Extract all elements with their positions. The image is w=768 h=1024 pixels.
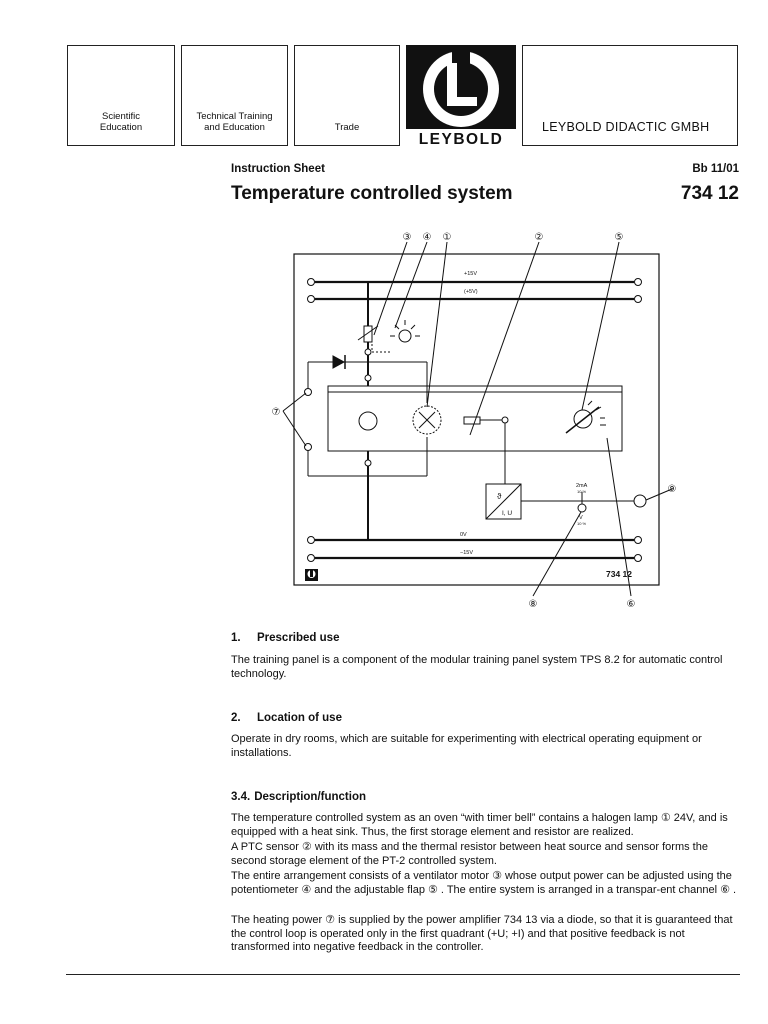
section-heading-description-function xyxy=(231,791,366,803)
callout-1: ① xyxy=(442,232,452,243)
meter-label-2ma: 2mA xyxy=(576,483,588,489)
callout-2: ② xyxy=(534,232,544,243)
callout-8: ⑧ xyxy=(528,599,538,610)
section-heading-location-of-use xyxy=(231,712,342,724)
panel-number: 734 12 xyxy=(606,569,632,579)
header-box-label: Scientific xyxy=(101,111,140,122)
section-number: 1. xyxy=(231,632,241,644)
rail-label-minus15v: −15V xyxy=(460,550,473,556)
section-title: Location of use xyxy=(257,712,342,724)
callout-3: ③ xyxy=(402,232,412,243)
company-box xyxy=(522,45,738,146)
paragraph: Operate in dry rooms, which are suitable for experimenting with electrical operating equipment or installations. xyxy=(231,733,702,759)
header-box-label: Trade xyxy=(334,122,360,133)
footer-rule xyxy=(66,974,740,975)
converter-symbol: ϑ xyxy=(497,492,502,501)
logo-wordmark: LEYBOLD xyxy=(418,131,504,146)
section-heading-prescribed-use xyxy=(231,632,339,644)
section-title: Prescribed use xyxy=(257,632,340,644)
rail-label-plus5v: (+5V) xyxy=(464,289,478,295)
section-number: 3.4. xyxy=(231,791,251,803)
circuit-diagram xyxy=(230,228,740,613)
header-box-label: Technical Training xyxy=(196,111,273,122)
paragraph: A PTC sensor ② with its mass and the thermal resistor between heat source and sensor forms the second storage element of the PT-2 controlled system. xyxy=(231,841,708,867)
callout-5: ⑤ xyxy=(614,232,624,243)
leybold-logo xyxy=(406,45,516,146)
paragraph: The temperature controlled system as an oven “with timer bell” contains a halogen lamp ① 24V, and is equipped with a heat sink. Thus, the first storage element and resistor are realized. xyxy=(231,812,728,838)
paragraph: The entire arrangement consists of a ventilator motor ③ whose output power can be adjusted using the potentiometer ④ and the adjustable flap ⑤ . The entire system is arranged in a transpar-ent channel ⑥ . xyxy=(231,870,737,896)
header-box-label: Education xyxy=(99,122,143,133)
company-name: LEYBOLD DIDACTIC GMBH xyxy=(542,120,710,134)
callout-9: ⑨ xyxy=(667,484,677,495)
paragraph: The training panel is a component of the modular training panel system TPS 8.2 for automatic control technology. xyxy=(231,654,723,680)
converter-label: I, U xyxy=(502,510,513,517)
callout-4: ④ xyxy=(422,232,432,243)
header-box-label: and Education xyxy=(204,122,265,133)
header-box-scientific-education xyxy=(67,45,175,146)
meter-label-v-sub: 10 % xyxy=(577,521,587,526)
rail-label-plus15v: +15V xyxy=(464,271,477,277)
product-number: 734 12 xyxy=(680,183,739,204)
page-title: Temperature controlled system xyxy=(231,183,513,204)
document-type: Instruction Sheet xyxy=(231,163,325,175)
meter-label-v: V xyxy=(579,515,583,521)
section-title: Description/function xyxy=(254,791,366,803)
rail-label-0v: 0V xyxy=(460,532,467,538)
panel-logo-icon xyxy=(305,569,318,581)
callout-6: ⑥ xyxy=(626,599,636,610)
meter-label-2ma-sub: 10 % xyxy=(577,489,587,494)
section-number: 2. xyxy=(231,712,241,724)
header-box-technical-training xyxy=(181,45,288,146)
callout-7: ⑦ xyxy=(271,407,281,418)
paragraph: The heating power ⑦ is supplied by the power amplifier 734 13 via a diode, so that it is guaranteed that the control loop is operated only in the first quadrant (+U; +I) and that positive feedback is not transformed into negative feedback in the controller. xyxy=(231,914,733,954)
document-ref: Bb 11/01 xyxy=(692,163,739,175)
header-box-trade xyxy=(294,45,400,146)
